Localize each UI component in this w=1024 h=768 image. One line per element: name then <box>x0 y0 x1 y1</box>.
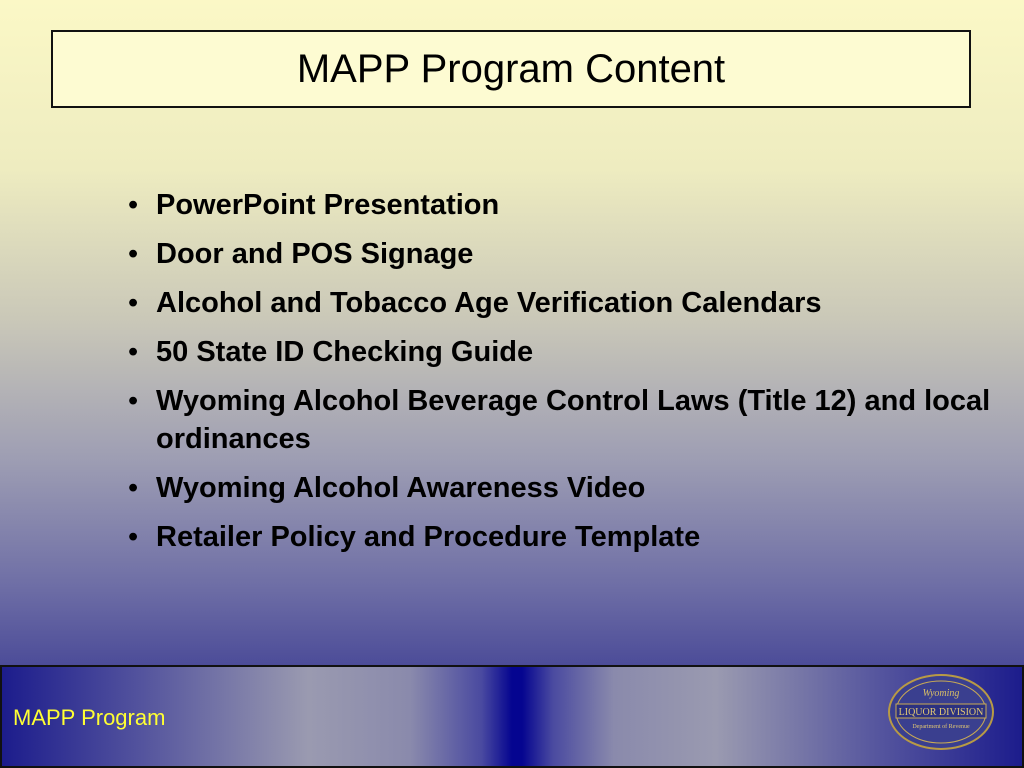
bullet-text: PowerPoint Presentation <box>156 189 500 221</box>
bullet-text: Alcohol and Tobacco Age Verification Calendars <box>156 287 822 319</box>
bullet-text: Door and POS Signage <box>156 238 474 270</box>
bullet-item <box>128 284 998 322</box>
bullet-item <box>128 235 998 273</box>
logo-seal-icon <box>890 676 992 748</box>
bullet-icon: • <box>128 521 139 553</box>
bullet-icon: • <box>128 287 139 319</box>
footer-bar <box>0 665 1024 768</box>
title-box <box>51 30 971 108</box>
footer-label: MAPP Program <box>13 705 166 730</box>
liquor-division-logo <box>888 674 994 750</box>
bullet-icon: • <box>128 238 139 270</box>
bullet-item <box>128 518 998 556</box>
bullet-text: 50 State ID Checking Guide <box>156 336 534 368</box>
bullet-item <box>128 333 998 371</box>
bullet-text: Wyoming Alcohol Awareness Video <box>156 472 646 504</box>
bullet-icon: • <box>128 385 139 417</box>
bullet-icon: • <box>128 336 139 368</box>
logo-sub-text: Department of Revenue <box>912 724 970 730</box>
bullet-text: Retailer Policy and Procedure Template <box>156 521 701 553</box>
logo-script-text: Wyoming <box>922 688 960 699</box>
bullet-item <box>128 186 998 224</box>
slide-title: MAPP Program Content <box>296 46 726 91</box>
bullet-item <box>128 382 998 458</box>
logo-name-text: LIQUOR DIVISION <box>898 707 984 718</box>
bullet-list <box>128 186 998 567</box>
bullet-item <box>128 469 998 507</box>
bullet-icon: • <box>128 189 139 221</box>
bullet-text: Wyoming Alcohol Beverage Control Laws (Title 12) and local ordinances <box>156 385 991 455</box>
bullet-icon: • <box>128 472 139 504</box>
